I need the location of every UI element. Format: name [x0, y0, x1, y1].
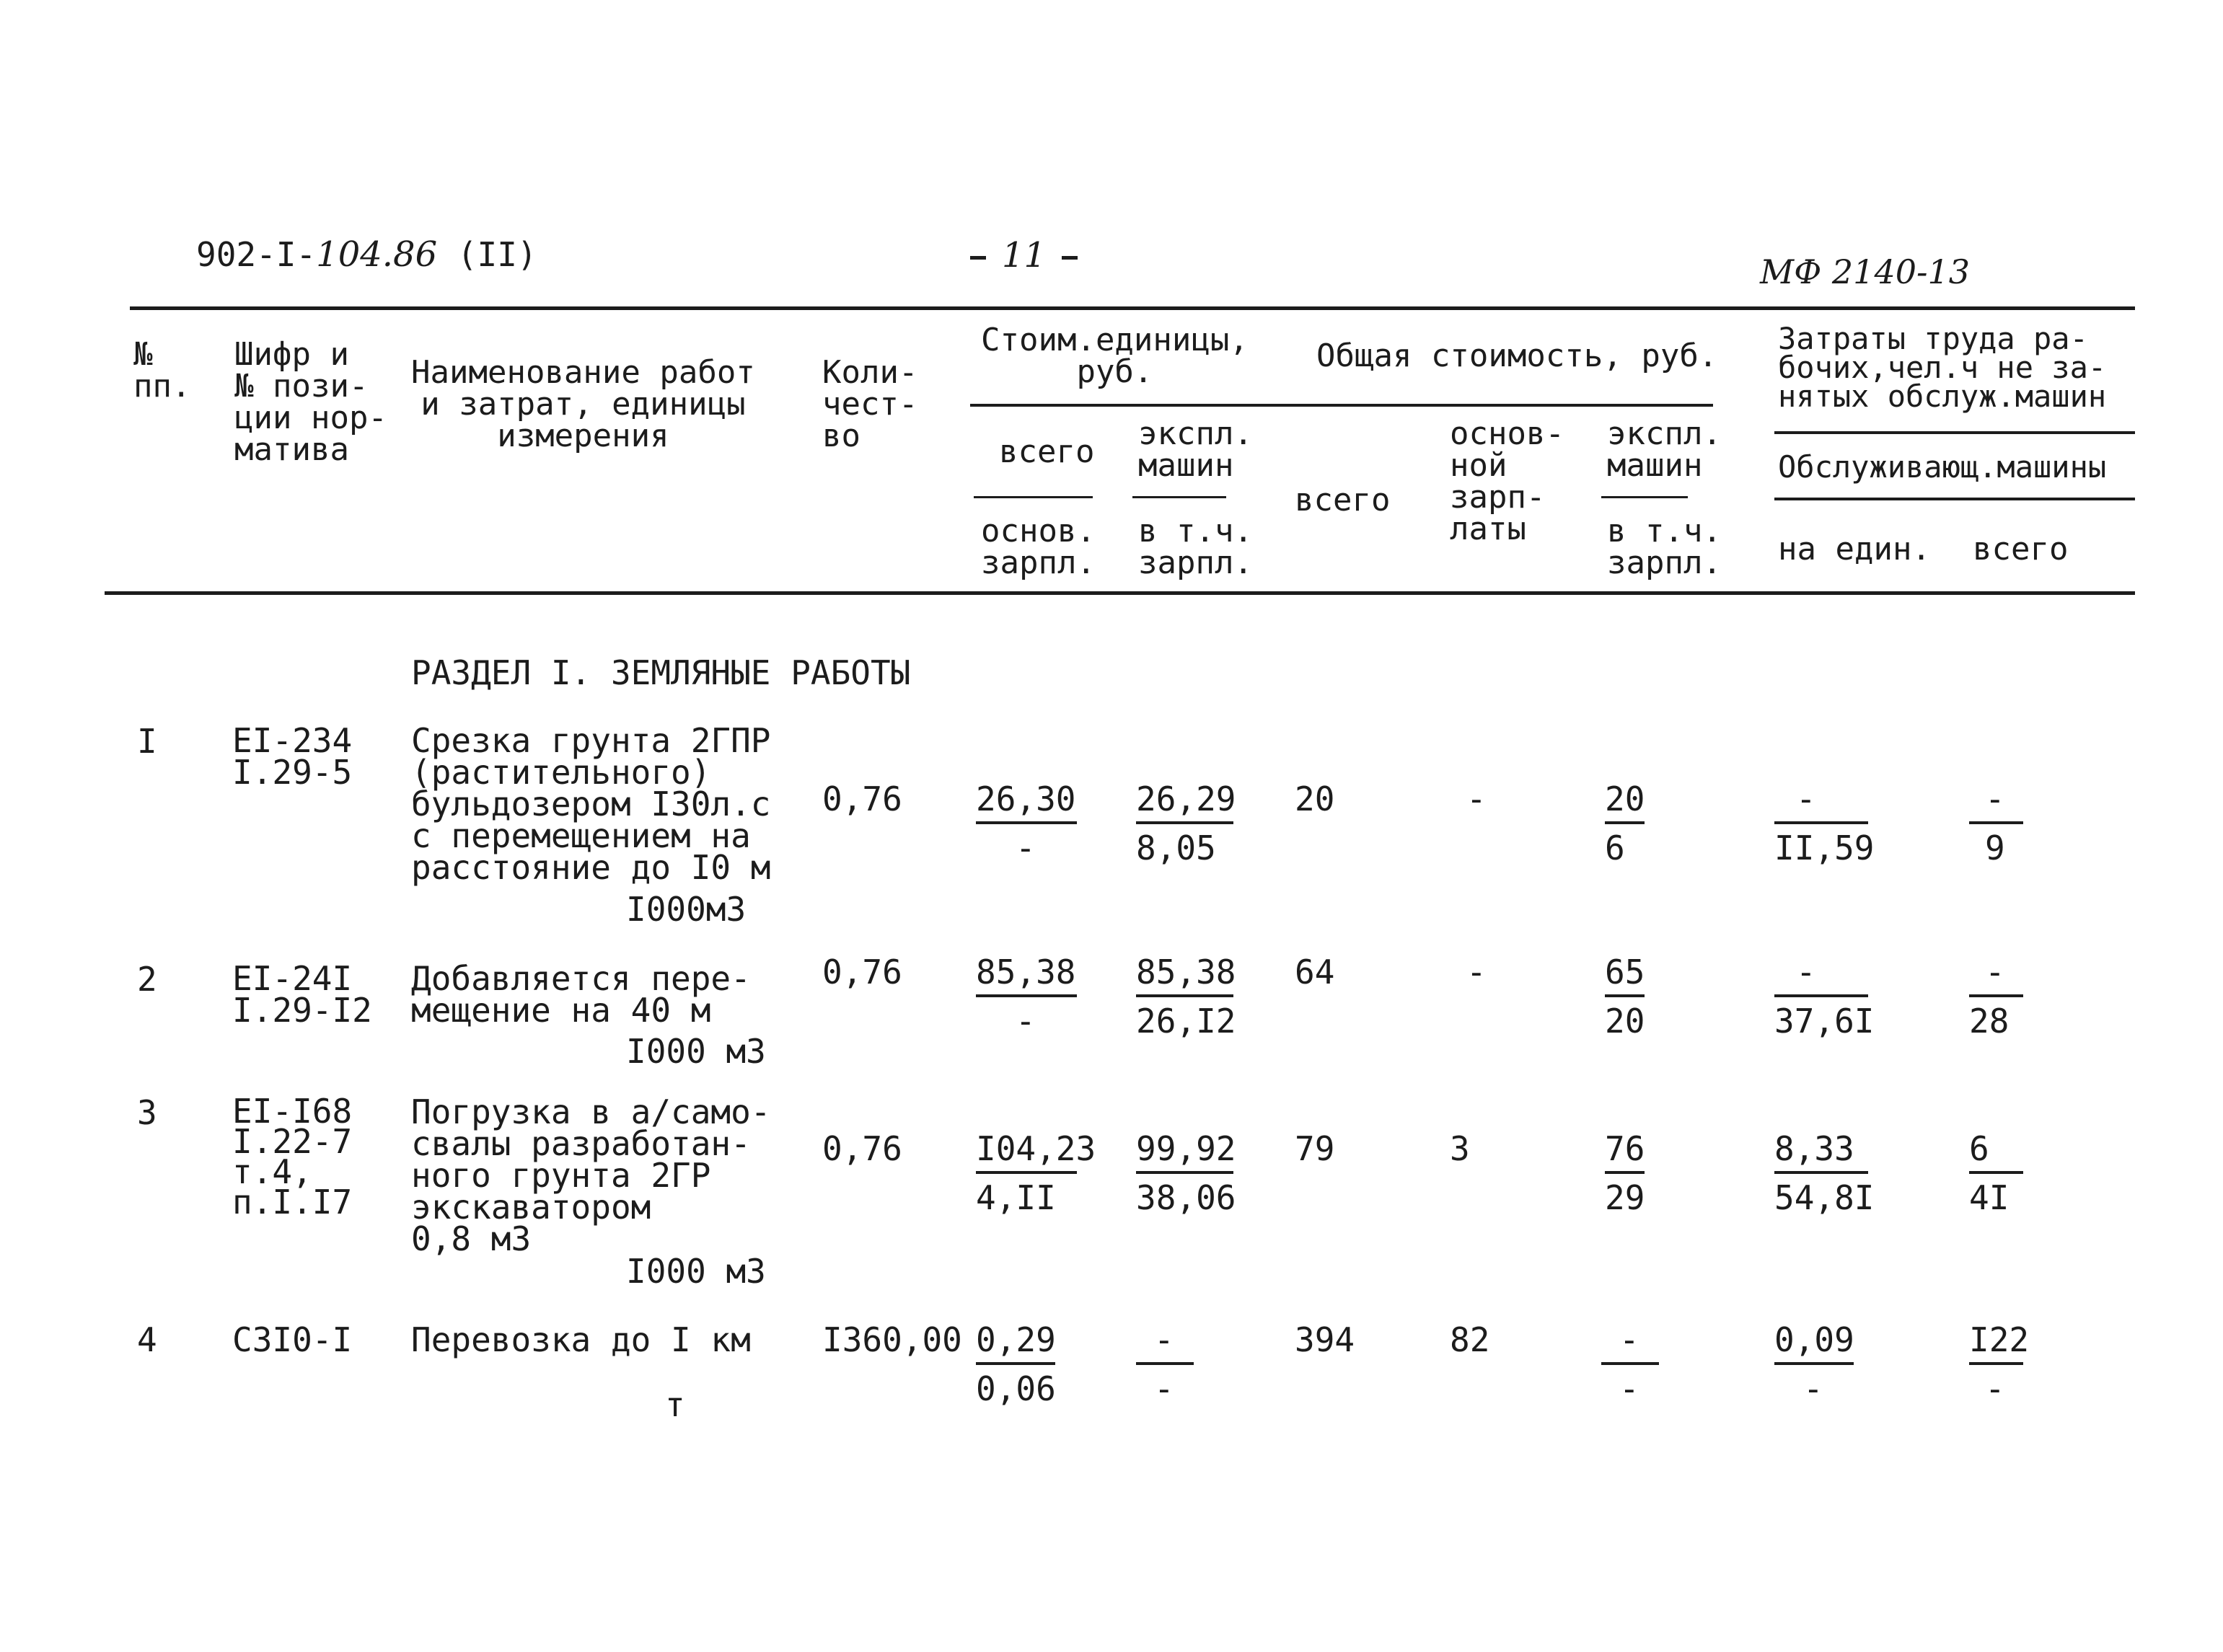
row-name: Погрузка в а/само- свалы разработан- ного грунта 2ГР экскаватором 0,8 м3: [411, 1092, 771, 1258]
uc-machine-split: [1132, 496, 1226, 498]
row-num: 3: [137, 1093, 157, 1132]
document-code-suffix: (II): [457, 235, 537, 274]
row-labor-total: [1969, 779, 2023, 867]
labor-unit-service-value: 54,8I: [1774, 1178, 1875, 1217]
row-code: С3I0-I: [232, 1320, 353, 1359]
row-code: EI-24I I.29-I2: [232, 959, 372, 1030]
uc-total-split: [974, 496, 1093, 498]
header-total-cost: Общая стоимость, руб.: [1316, 337, 1718, 374]
uc-machine-value: 26,29: [1136, 779, 1236, 818]
header-labor-per-unit: на един.: [1778, 531, 1931, 567]
uc-machine-wage-value: 8,05: [1136, 829, 1216, 867]
row-num: 4: [137, 1320, 157, 1359]
uc-total-value: 26,30: [976, 779, 1076, 818]
row-uc-machine: [1136, 1320, 1194, 1408]
labor-service-rule: [1774, 498, 2135, 500]
row-tc-wage: -: [1466, 953, 1487, 991]
row-tc-machine: [1605, 779, 1645, 867]
uc-wage-value: 0,06: [976, 1369, 1056, 1408]
document-code: [196, 234, 537, 275]
row-labor-unit: [1774, 779, 1875, 867]
header-num: № пп.: [133, 336, 191, 405]
header-tc-total: всего: [1295, 482, 1391, 518]
row-uc-machine: [1136, 779, 1236, 867]
row-qty: I360,00: [822, 1320, 962, 1359]
row-code: EI-234 I.29-5: [232, 721, 353, 792]
labor-unit-service-value: II,59: [1774, 829, 1875, 867]
tc-machine-split: [1601, 496, 1688, 498]
stamp-code: МФ 2140-13: [1760, 252, 1971, 291]
page-number-value: 11: [1002, 235, 1047, 275]
labor-total-value: -: [1985, 779, 2005, 818]
tc-machine-wage-value: -: [1619, 1369, 1639, 1408]
tc-machine-wage-value: 20: [1605, 1002, 1645, 1041]
row-labor-total: [1969, 953, 2023, 1041]
row-qty: 0,76: [822, 779, 902, 818]
table-top-rule: [130, 306, 2135, 310]
header-labor: Затраты труда ра- бочих,чел.ч не за- нятых обслуж.машин: [1778, 321, 2107, 414]
row-unit: т: [665, 1385, 685, 1424]
labor-unit-value: 0,09: [1774, 1320, 1854, 1359]
labor-total-value: I22: [1969, 1320, 2030, 1359]
row-labor-total: [1969, 1129, 2023, 1217]
uc-wage-value: 4,II: [976, 1178, 1056, 1217]
uc-wage-value: -: [1016, 829, 1036, 867]
row-unit: I000 м3: [626, 1032, 766, 1071]
header-name: Наименование работ и затрат, единицы измерения: [411, 354, 755, 454]
row-tc-wage: -: [1466, 779, 1487, 818]
row-tc-total: 394: [1295, 1320, 1355, 1359]
labor-total-value: 6: [1969, 1129, 1989, 1168]
row-qty: 0,76: [822, 953, 902, 991]
labor-total-value: -: [1985, 953, 2005, 991]
header-tc-wage: основ- ной зарп- латы: [1450, 415, 1564, 547]
labor-unit-service-value: 37,6I: [1774, 1002, 1875, 1041]
row-tc-machine: [1605, 1129, 1645, 1217]
header-uc-total-sub: основ. зарпл.: [981, 513, 1096, 581]
row-labor-unit: [1774, 1320, 1854, 1408]
tc-machine-value: 65: [1605, 953, 1645, 991]
header-tc-machine-sub: в т.ч. зарпл.: [1607, 513, 1722, 581]
row-tc-total: 79: [1295, 1129, 1335, 1168]
row-qty: 0,76: [822, 1129, 902, 1168]
row-name: Перевозка до I км: [411, 1320, 751, 1359]
row-uc-machine: [1136, 953, 1236, 1041]
uc-machine-wage-value: 26,I2: [1136, 1002, 1236, 1041]
row-tc-wage: 3: [1450, 1129, 1470, 1168]
document-code-handwritten: 104.86: [316, 234, 438, 275]
uc-machine-wage-value: -: [1154, 1369, 1174, 1408]
header-uc-machine-sub: в т.ч. зарпл.: [1138, 513, 1253, 581]
row-uc-total: [976, 953, 1077, 1041]
uc-machine-value: 85,38: [1136, 953, 1236, 991]
labor-unit-value: 8,33: [1774, 1129, 1854, 1168]
tc-machine-wage-value: 6: [1605, 829, 1625, 867]
row-uc-total: [976, 779, 1077, 867]
row-uc-machine: [1136, 1129, 1236, 1217]
labor-total-service-value: -: [1985, 1369, 2005, 1408]
row-tc-machine: [1605, 953, 1645, 1041]
document-code-printed: 902-I-: [196, 235, 317, 274]
uc-machine-wage-value: 38,06: [1136, 1178, 1236, 1217]
header-labor-service: Обслуживающ.машины: [1778, 449, 2107, 485]
section-title: РАЗДЕЛ I. ЗЕМЛЯНЫЕ РАБОТЫ: [411, 653, 911, 692]
uc-wage-value: -: [1016, 1002, 1036, 1041]
row-name: Срезка грунта 2ГПР (растительного) бульдозером I30л.с с перемещением на расстояние до I0 м: [411, 721, 771, 887]
header-labor-total: всего: [1973, 531, 2069, 567]
header-code: Шифр и № пози- ции нор- матива: [234, 336, 387, 468]
row-uc-total: [976, 1129, 1096, 1217]
uc-machine-value: -: [1154, 1320, 1174, 1359]
labor-unit-value: -: [1796, 779, 1816, 818]
labor-unit-value: -: [1796, 953, 1816, 991]
uc-machine-value: 99,92: [1136, 1129, 1236, 1168]
header-qty: Коли- чест- во: [822, 354, 918, 454]
uc-total-value: 85,38: [976, 953, 1076, 991]
tc-machine-value: 76: [1605, 1129, 1645, 1168]
row-labor-unit: [1774, 953, 1875, 1041]
row-name: Добавляется пере- мещение на 40 м: [411, 959, 751, 1030]
tc-machine-value: 20: [1605, 779, 1645, 818]
header-uc-total: всего: [999, 433, 1095, 470]
page-number: [970, 235, 1078, 275]
tc-machine-wage-value: 29: [1605, 1178, 1645, 1217]
row-tc-total: 20: [1295, 779, 1335, 818]
labor-total-service-value: 4I: [1969, 1178, 2009, 1217]
row-unit: I000 м3: [626, 1252, 766, 1291]
labor-unit-service-value: -: [1803, 1369, 1823, 1408]
row-num: 2: [137, 960, 157, 999]
table-header-bottom-rule: [105, 591, 2135, 595]
labor-group-rule: [1774, 431, 2135, 434]
header-uc-machine: экспл. машин: [1138, 415, 1253, 484]
row-labor-total: [1969, 1320, 2030, 1408]
uc-total-value: 0,29: [976, 1320, 1056, 1359]
row-tc-wage: 82: [1450, 1320, 1490, 1359]
row-uc-total: [976, 1320, 1056, 1408]
row-num: I: [137, 722, 157, 761]
row-tc-machine: [1601, 1320, 1659, 1408]
unit-cost-group-rule: [970, 404, 1713, 407]
header-unit-cost: Стоим.единицы, руб.: [981, 322, 1249, 390]
tc-machine-value: -: [1619, 1320, 1639, 1359]
row-code: EI-I68 I.22-7 т.4, п.I.I7: [232, 1092, 353, 1222]
header-tc-machine: экспл. машин: [1607, 415, 1722, 484]
labor-total-service-value: 28: [1969, 1002, 2009, 1041]
row-labor-unit: [1774, 1129, 1875, 1217]
labor-total-service-value: 9: [1985, 829, 2005, 867]
row-tc-total: 64: [1295, 953, 1335, 991]
uc-total-value: I04,23: [976, 1129, 1096, 1168]
row-unit: I000м3: [626, 890, 747, 929]
